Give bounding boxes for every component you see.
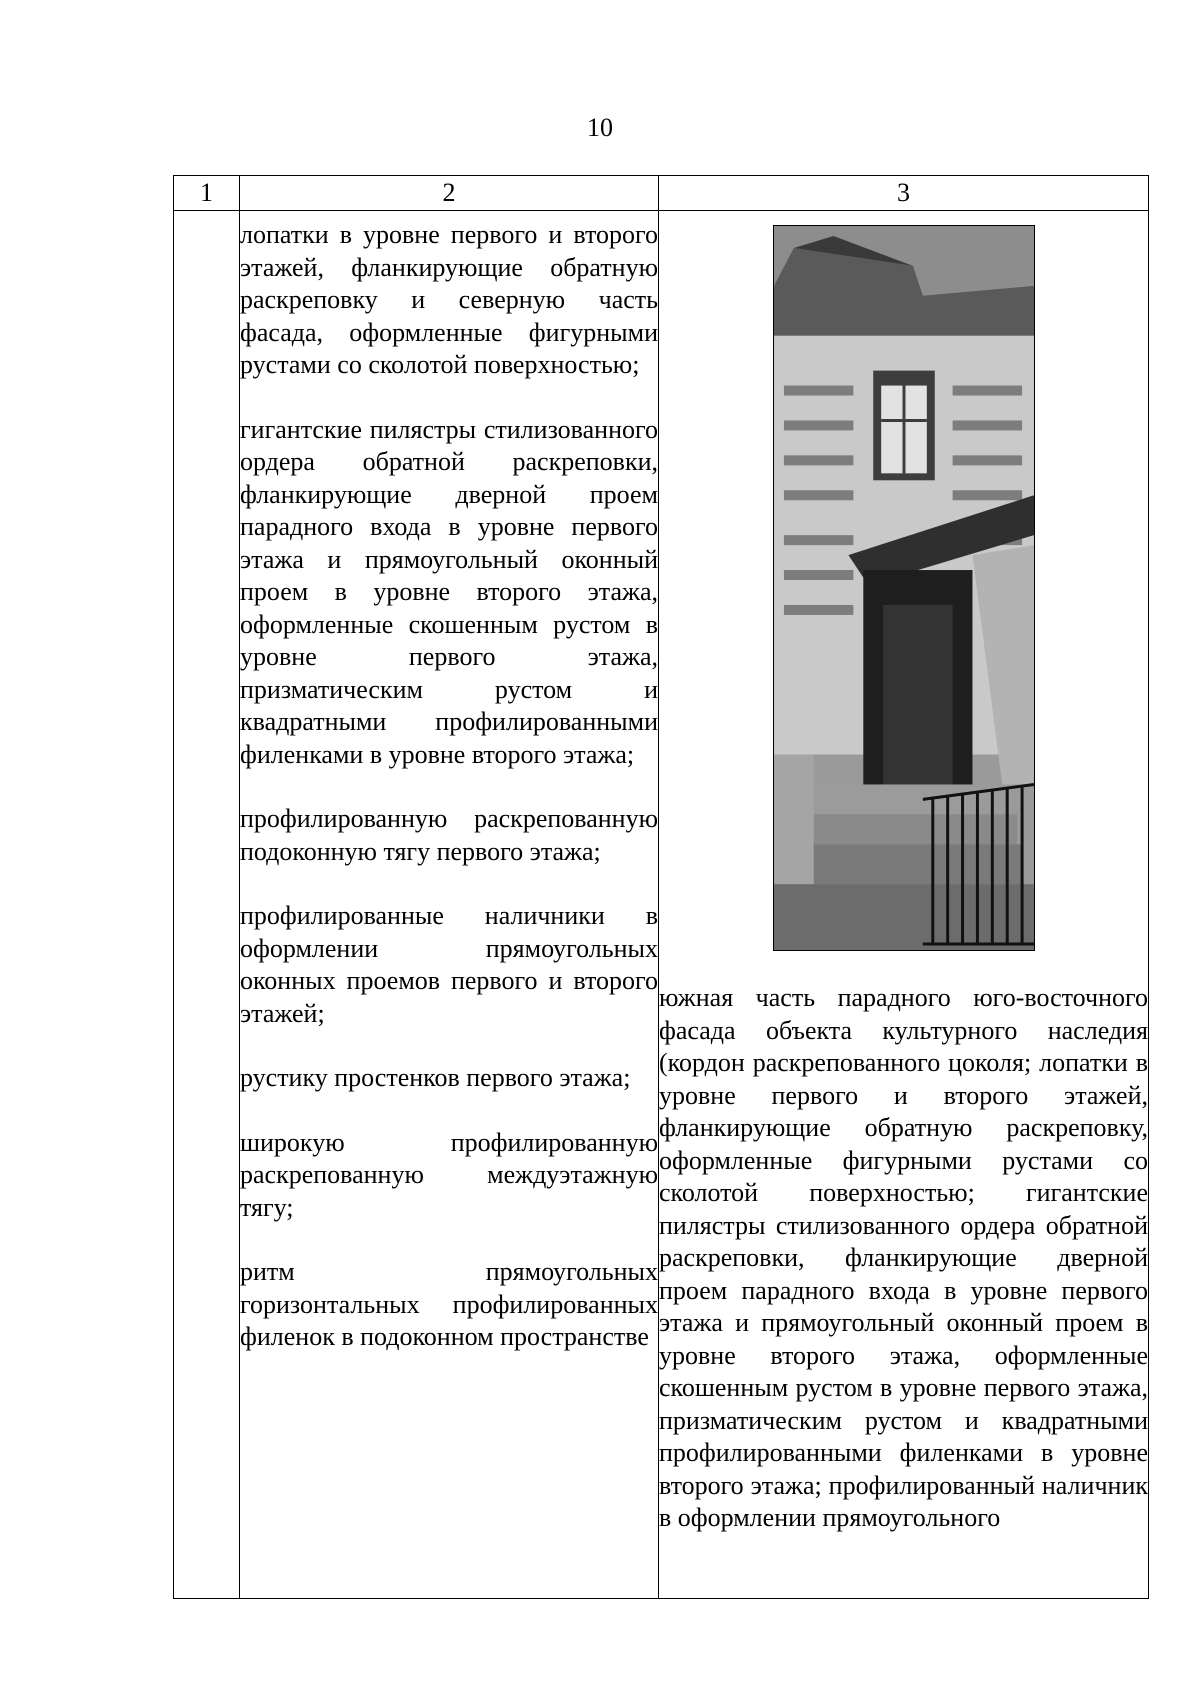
features-cell bbox=[240, 211, 659, 1599]
feature-paragraph: ритм прямоугольных горизонтальных профилированных филенок в подоконном пространстве bbox=[240, 1257, 658, 1351]
photo-cell bbox=[659, 211, 1149, 1599]
feature-paragraph: широкую профилированную раскрепованную междуэтажную тягу; bbox=[240, 1127, 658, 1222]
photo-description: южная часть парадного юго-восточного фасада объекта культурного наследия (кордон раскрепованного цоколя; лопатки в уровне первого и второго этажей, фланкирующие обратную раскреповку, оформленные фигурными рустами со сколотой поверхностью; гигантские пилястры стилизованного ордера обратной раскреповки, фланкирующие дверной проем парадного входа в уровне первого этажа и прямоугольный оконный проем в уровне второго этажа, оформленные скошенным рустом в уровне первого этажа, призматическим рустом и квадратными профилированными филенками в уровне второго этажа; профилированный наличник в оформлении прямоугольного bbox=[659, 983, 1148, 1532]
feature-paragraph: профилированную раскрепованную подоконную тягу первого этажа; bbox=[240, 804, 658, 866]
feature-paragraph: рустику простенков первого этажа; bbox=[240, 1063, 631, 1092]
feature-paragraph: профилированные наличники в оформлении прямоугольных оконных проемов первого и второго этажей; bbox=[240, 901, 658, 1028]
content-table bbox=[173, 175, 1149, 1599]
header-col-1: 1 bbox=[174, 176, 240, 211]
feature-paragraph: гигантские пилястры стилизованного ордера обратной раскреповки, фланкирующие дверной проем парадного входа в уровне первого этажа и прямоугольный оконный проем в уровне второго этажа, оформленные скошенным рустом в уровне первого этажа, призматическим рустом и квадратными профилированными филенками в уровне второго этажа; bbox=[240, 414, 658, 769]
header-col-2: 2 bbox=[240, 176, 659, 211]
row-number-cell bbox=[174, 211, 240, 1599]
table-row bbox=[174, 211, 1149, 1599]
facade-photo bbox=[773, 225, 1035, 951]
feature-paragraph: лопатки в уровне первого и второго этажей, фланкирующие обратную раскреповку и северную часть фасада, оформленные фигурными рустами со сколотой поверхностью; bbox=[240, 220, 658, 379]
header-col-3: 3 bbox=[659, 176, 1149, 211]
table-header-row bbox=[174, 176, 1149, 211]
page-number: 10 bbox=[587, 113, 613, 142]
photo-frame bbox=[659, 225, 1148, 951]
